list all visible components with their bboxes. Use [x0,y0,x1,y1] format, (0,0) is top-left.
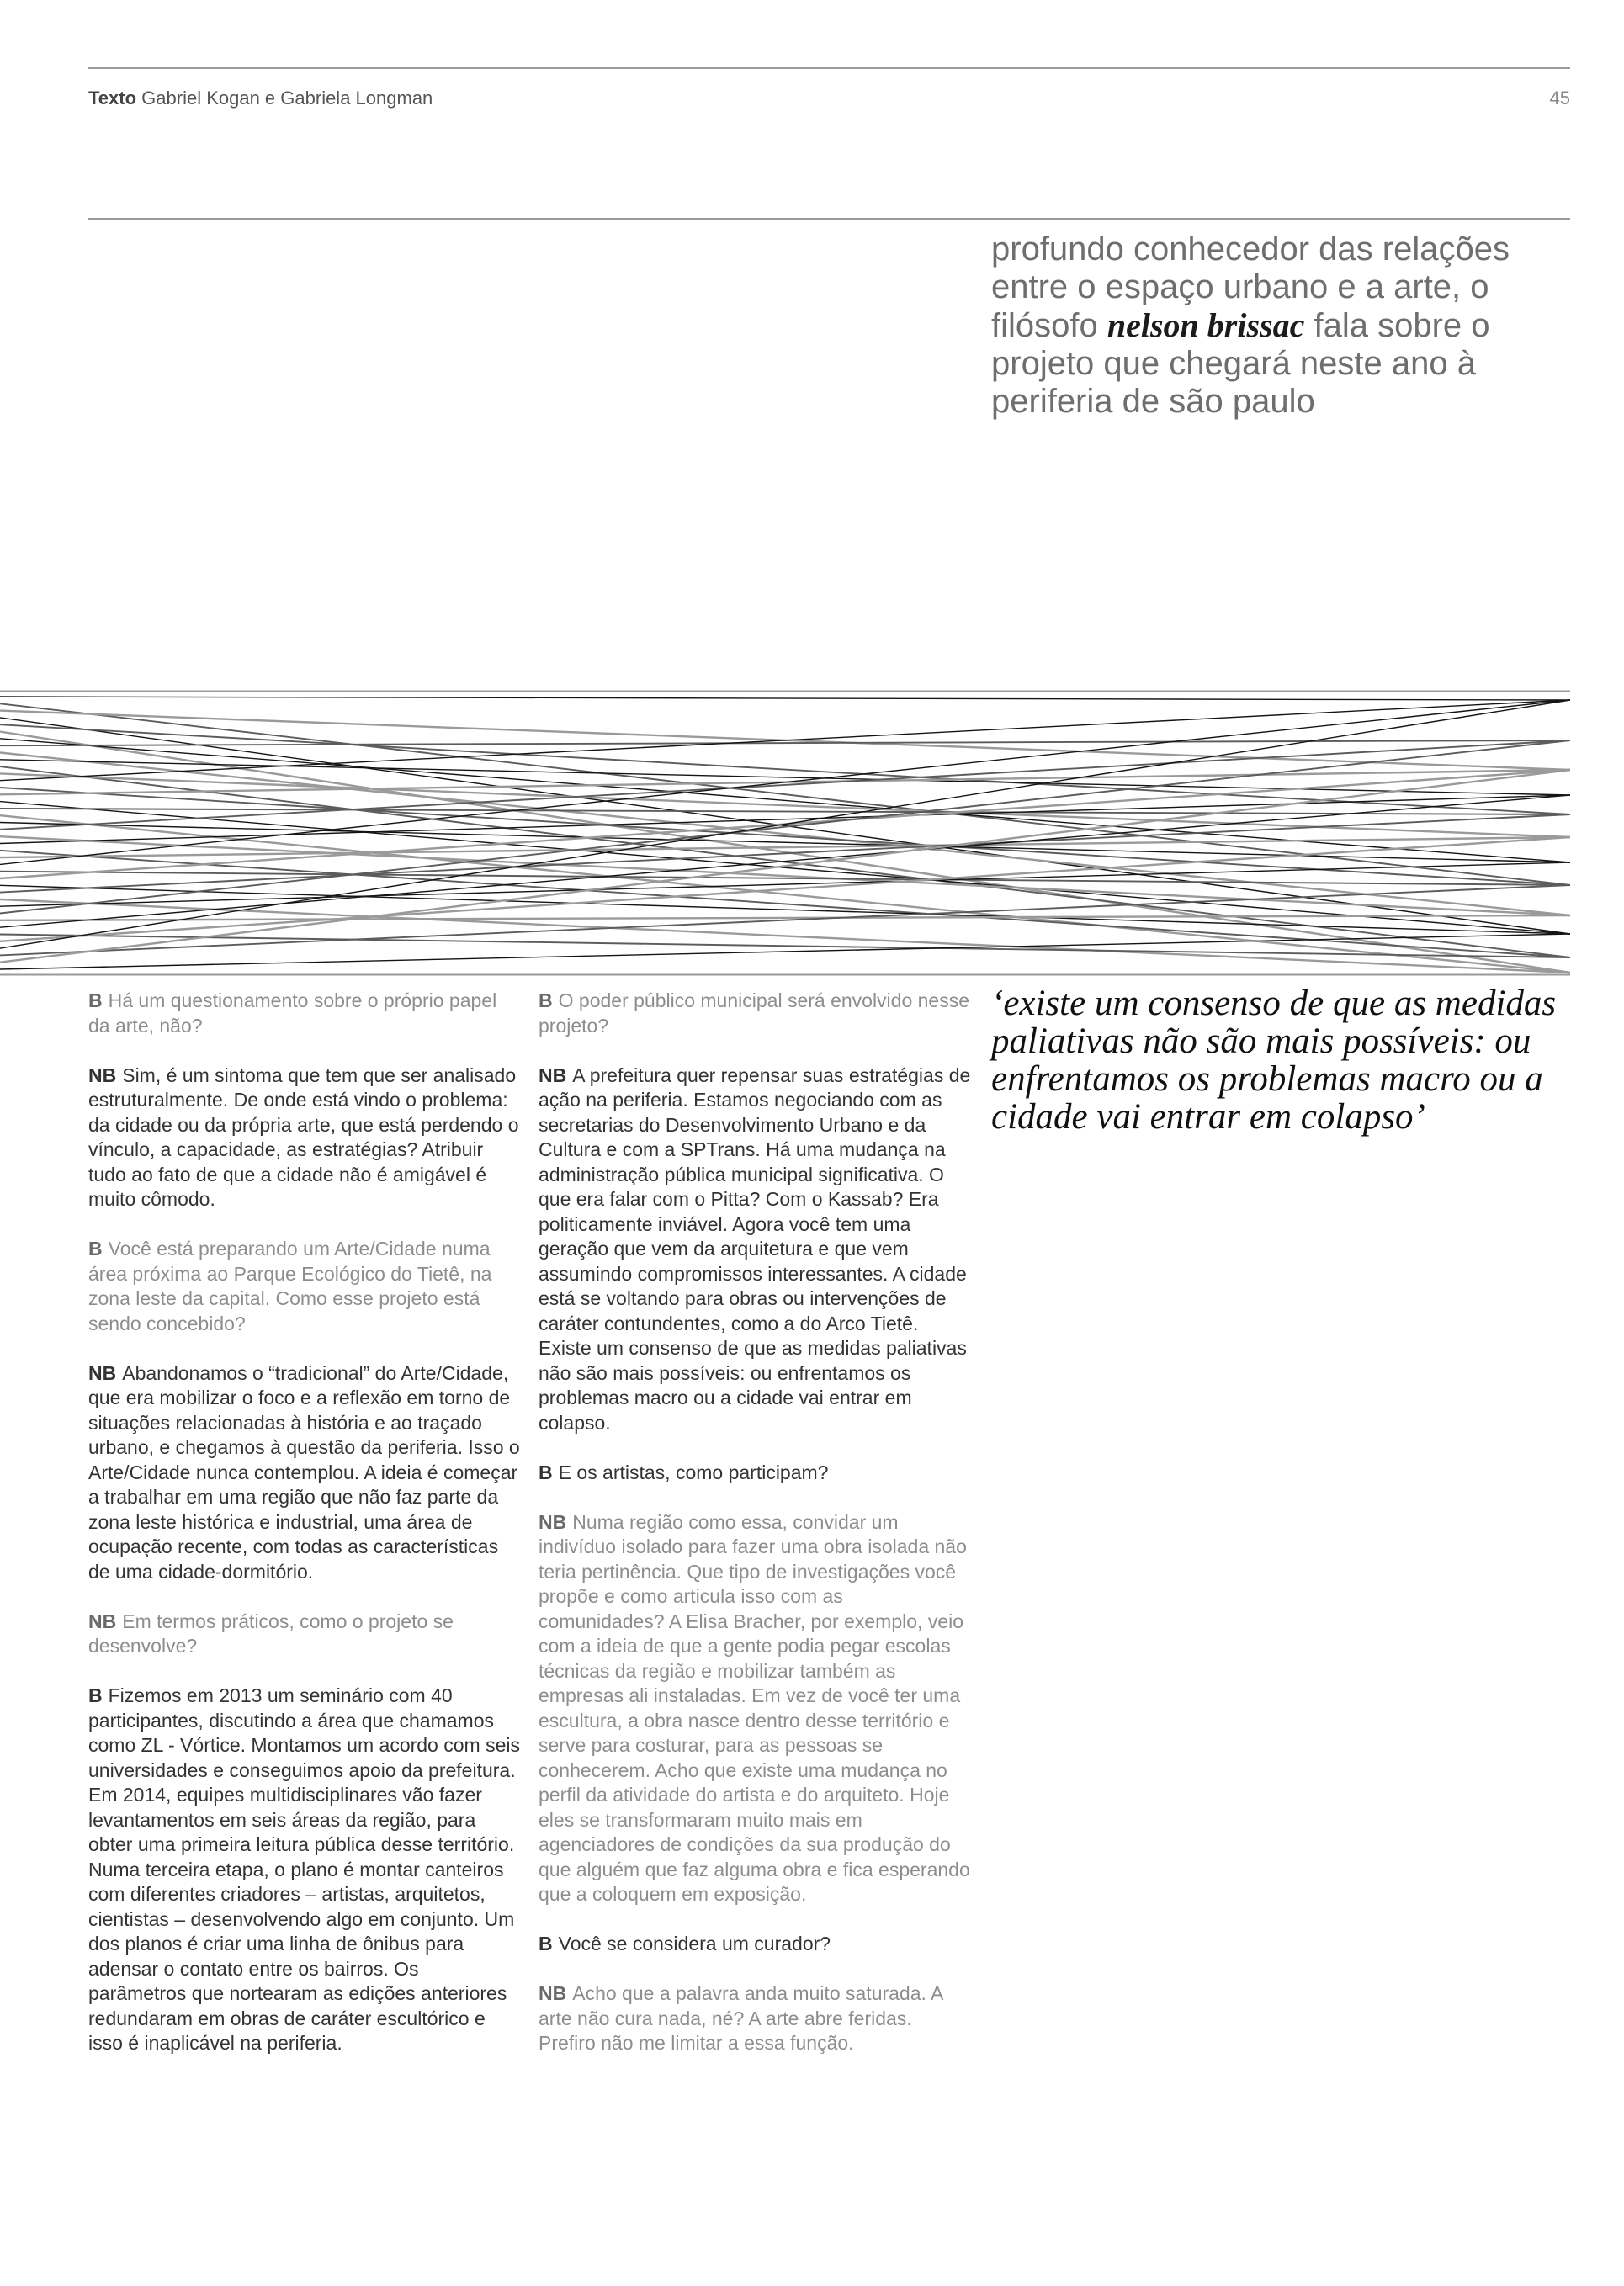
art-line [0,815,1570,973]
paragraph-text: Você se considera um curador? [558,1933,831,1955]
speaker-label: B [88,1684,103,1706]
interview-answer [539,1461,972,1486]
header-credit [88,88,433,109]
art-line [0,697,1570,700]
speaker-label: B [88,1238,103,1260]
credit-label: Texto [88,88,137,109]
header-rule [88,67,1570,69]
speaker-label: NB [539,1510,567,1533]
paragraph-text: A prefeitura quer repensar suas estratégias de ação na periferia. Estamos negociando com as secretarias do Desenvolvimento Urbano e da Cultura e com a SPTrans. Há uma mudança na administração pública municipal significativa. O que era falar com o Pitta? Com o Kassab? Era politicamente inviável. Agora você tem uma geração que vem da arquitetura e que vem assumindo compromissos interessantes. A cidade está se voltando para obras ou intervenções de caráter contundentes, como a do Arco Tietê. Existe um consenso de que as medidas paliativas não são mais possíveis: ou enfrentamos os problemas macro ou a cidade vai entrar em colapso. [539,1063,971,1434]
speaker-label: NB [88,1361,117,1384]
art-line [0,862,1570,906]
speaker-label: B [88,989,103,1011]
paragraph-text: Há um questionamento sobre o próprio papel da arte, não? [88,989,497,1037]
interview-column-2 [539,989,972,2081]
speaker-label: NB [88,1610,117,1632]
art-line [0,700,1570,948]
speaker-label: B [539,989,553,1011]
paragraph-text: E os artistas, como participam? [558,1461,829,1483]
speaker-label: NB [539,1982,567,2004]
art-line [0,935,1570,958]
intro-name: nelson brissac [1107,306,1305,344]
art-line [0,872,1570,885]
art-line [0,740,1570,830]
interview-answer [88,1063,522,1212]
line-art-graphic [0,690,1570,976]
paragraph-text: Fizemos em 2013 um seminário com 40 participantes, discutindo a área que chamamos como ZL - Vórtice. Montamos um acordo com seis universidades e conseguimos apoio da prefeitura. Em 2014, equipes multidisciplinares vão fazer levantamentos em seis áreas da região, para obter uma primeira leitura pública desse território. Numa terceira etapa, o plano é montar canteiros com diferentes criadores – artistas, arquitetos, cientistas – desenvolvendo algo em conjunto. Um dos planos é criar uma linha de ônibus para adensar o contato entre os bairros. Os parâmetros que nortearam as edições anteriores redundaram em obras de caráter escultórico e isso é inaplicável na periferia. [88,1684,520,2054]
interview-question [88,1610,522,1659]
art-line [0,934,1570,969]
art-line [0,700,1570,781]
paragraph-text: O poder público municipal será envolvido nesse projeto? [539,989,970,1037]
speaker-label: B [539,1933,553,1955]
interview-column-1 [88,989,522,2081]
art-line [0,809,1570,814]
paragraph-text: Acho que a palavra anda muito saturada. A arte não cura nada, né? A arte abre feridas. Prefiro não me limitar a essa função. [539,1982,943,2054]
credit-authors: Gabriel Kogan e Gabriela Longman [141,88,433,109]
interview-question [539,989,972,1038]
interview-question [539,1981,972,2056]
art-line [0,703,1570,885]
interview-answer [539,1063,972,1436]
interview-question [88,1237,522,1336]
paragraph-text: Em termos práticos, como o projeto se desenvolve? [88,1610,454,1657]
art-line [0,802,1570,934]
paragraph-text: Sim, é um sintoma que tem que ser analisado estruturalmente. De onde está vindo o problema: da cidade ou da própria arte, que está perdendo o vínculo, a capacidade, as estratégias? Atribuir tudo ao fato de que a cidade não é amigável é muito cômodo. [88,1063,519,1210]
speaker-label: B [539,1461,553,1483]
paragraph-text: Numa região como essa, convidar um indivíduo isolado para fazer uma obra isolada não teria pertinência. Que tipo de investigações você propõe e como articula isso com as comunidades? A Elisa Bracher, por exemplo, veio com a ideia de que a gente podia pegar escolas técnicas da região e mobilizar também as empresas ali instaladas. Em vez de você ter uma escultura, a obra nasce dentro desse território e serve para costurar, para as pessoas se conhecerem. Acho que existe uma mudança no perfil da atividade do artista e do arquiteto. Hoje eles se transformaram muito mais em agenciadores de condições da sua produção do que alguém que faz alguma obra e fica esperando que a coloquem em exposição. [539,1510,970,1905]
intro-before: profundo conhecedor das relações entre o espaço urbano e a arte, o filósofo [991,231,1510,344]
paragraph-text: Você está preparando um Arte/Cidade numa área próxima ao Parque Ecológico do Tietê, na zona leste da capital. Como esse projeto está sendo concebido? [88,1238,492,1334]
intro-rule [88,218,1570,220]
intro-text [991,231,1547,421]
page-number: 45 [1549,88,1570,109]
intro-after: fala sobre o projeto que chegará neste ano à periferia de são paulo [991,307,1490,420]
paragraph-text: Abandonamos o “tradicional” do Arte/Cidade, que era mobilizar o foco e a reflexão em torno de situações relacionadas à história e ao traçado urbano, e chegamos à questão da periferia. Isso o Arte/Cidade nunca contemplou. A ideia é começar a trabalhar em uma região que não faz parte da zona leste histórica e industrial, uma área de ocupação recente, com todas as características de uma cidade-dormitório. [88,1361,520,1583]
interview-answer [88,1361,522,1585]
interview-question [539,1510,972,1907]
interview-answer [539,1932,972,1957]
speaker-label: NB [539,1063,567,1086]
pull-quote: ‘existe um consenso de que as medidas paliativas não são mais possíveis: ou enfrentamos os problemas macro ou a cidade vai entrar em colapso’ [991,984,1557,1137]
interview-answer [88,1684,522,2056]
interview-question [88,989,522,1038]
speaker-label: NB [88,1063,117,1086]
